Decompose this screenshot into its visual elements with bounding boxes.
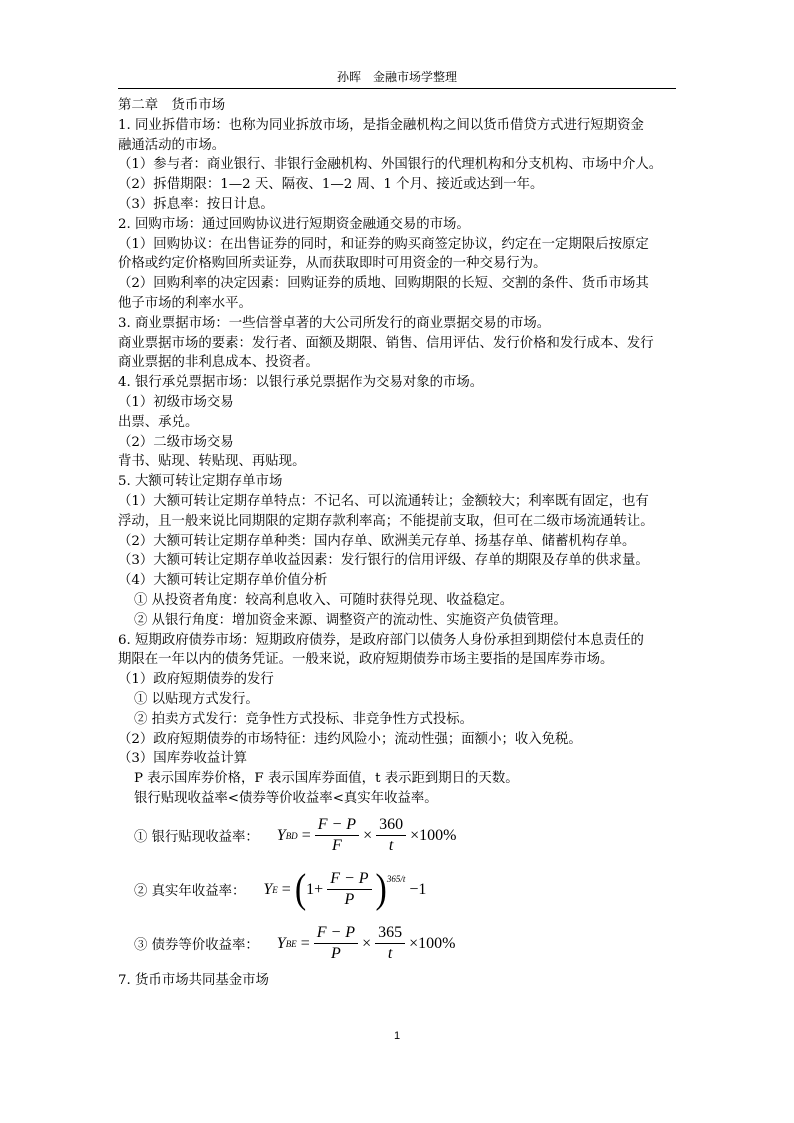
paragraph: 他子市场的利率水平。: [118, 295, 252, 311]
paragraph: （2）拆借期限：1—2 天、隔夜、1—2 周、1 个月、接近或达到一年。: [118, 177, 544, 193]
numerator: F − P: [327, 870, 371, 890]
formula-label: ③ 债券等价收益率：: [134, 938, 259, 954]
right-paren: ): [375, 866, 387, 912]
formula-tail: −1: [409, 880, 427, 898]
formula-true-annual-yield: ② 真实年收益率： Y E = ( 1+ $\frac{F - P}{P}$ ) 365/t −1: [134, 866, 427, 912]
paragraph: 出票、承兑。: [118, 414, 199, 430]
paragraph: （2）政府短期债券的市场特征：违约风险小；流动性强；面额小；收入免税。: [118, 731, 582, 747]
paragraph: 4. 银行承兑票据市场：以银行承兑票据作为交易对象的市场。: [118, 375, 484, 391]
formula-subscript: E: [272, 884, 278, 895]
formula-subscript: BD: [285, 830, 298, 841]
fraction: [376, 816, 406, 855]
paragraph: （2）回购利率的决定因素：回购证券的质地、回购期限的长短、交割的条件、货币市场其: [118, 276, 649, 292]
fraction: [327, 870, 371, 909]
paragraph: （3）国库券收益计算: [118, 751, 248, 767]
list-item: ① 以贴现方式发行。: [134, 691, 259, 707]
list-item: ① 从投资者角度：较高利息收入、可随时获得兑现、收益稳定。: [134, 592, 514, 608]
denominator: P: [344, 891, 355, 909]
formula-lhs: Y: [276, 934, 286, 952]
formula-tail: ×100%: [410, 826, 457, 844]
paragraph: 5. 大额可转让定期存单市场: [118, 474, 283, 490]
fraction: [314, 924, 358, 963]
page-header: 孙晖 金融市场学整理: [118, 66, 676, 89]
paragraph: （4）大额可转让定期存单价值分析: [118, 573, 328, 589]
numerator: F − P: [315, 816, 359, 836]
paragraph: 6. 短期政府债券市场：短期政府债券，是政府部门以债务人身份承担到期偿付本息责任的: [118, 632, 644, 648]
paragraph: （1）回购协议：在出售证券的同时，和证券的购买商签定协议，约定在一定期限后按原定: [118, 236, 649, 252]
paragraph: （1）初级市场交易: [118, 394, 234, 410]
numerator: F − P: [314, 924, 358, 944]
document-body: [118, 96, 678, 990]
paragraph: 商业票据的非利息成本、投资者。: [118, 355, 319, 371]
paragraph: 2. 回购市场：通过回购协议进行短期资金融通交易的市场。: [118, 216, 470, 232]
paragraph: 1. 同业拆借市场：也称为同业拆放市场，是指金融机构之间以货币借贷方式进行短期资金: [118, 117, 644, 133]
list-item: ② 拍卖方式发行：竞争性方式投标、非竞争性方式投标。: [134, 711, 474, 727]
yield-comparison: 银行贴现收益率<债券等价收益率<真实年收益率。: [134, 790, 438, 806]
exponent: 365/t: [386, 874, 406, 885]
formula-bond-equivalent-yield: ③ 债券等价收益率： Y BE = $\frac{F - P}{P}$ × $\frac{365}{t}$ ×100%: [134, 924, 456, 963]
paragraph: （1）参与者：商业银行、非银行金融机构、外国银行的代理机构和分支机构、市场中介人。: [118, 157, 663, 173]
formula-lhs: Y: [276, 826, 286, 844]
paragraph: （3）大额可转让定期存单收益因素：发行银行的信用评级、存单的期限及存单的供求量。: [118, 553, 649, 569]
chapter-title: 第二章 货币市场: [118, 98, 226, 113]
variable-definitions: P 表示国库券价格，F 表示国库券面值，t 表示距到期日的天数。: [134, 771, 519, 787]
paragraph: 融通活动的市场。: [118, 137, 226, 153]
fraction: [315, 816, 359, 855]
numerator: 365: [375, 924, 405, 944]
paragraph: （2）二级市场交易: [118, 434, 234, 450]
formula-tail: ×100%: [409, 934, 456, 952]
formula-lhs: Y: [263, 880, 273, 898]
formula-label: ② 真实年收益率：: [134, 884, 246, 900]
paragraph: （3）拆息率：按日计息。: [118, 196, 274, 212]
paragraph: 背书、贴现、转贴现、再贴现。: [118, 454, 306, 470]
left-paren: (: [294, 866, 307, 912]
page-number: 1: [393, 1030, 401, 1042]
denominator: t: [388, 837, 394, 855]
paragraph: （1）政府短期债券的发行: [118, 672, 274, 688]
numerator: 360: [376, 816, 406, 836]
denominator: t: [387, 945, 393, 963]
denominator: F: [332, 837, 342, 855]
paragraph: 价格或约定价格购回所卖证券，从而获取即时可用资金的一种交易行为。: [118, 256, 547, 272]
paragraph: 商业票据市场的要素：发行者、面额及期限、销售、信用评估、发行价格和发行成本、发行: [118, 335, 654, 351]
paragraph: （2）大额可转让定期存单种类：国内存单、欧洲美元存单、扬基存单、储蓄机构存单。: [118, 533, 636, 549]
paragraph: （1）大额可转让定期存单特点：不记名、可以流通转让；金额较大；利率既有固定，也有: [118, 493, 649, 509]
formula-subscript: BE: [285, 938, 297, 949]
fraction: [375, 924, 405, 963]
denominator: P: [331, 945, 341, 963]
formula-label: ① 银行贴现收益率：: [134, 830, 259, 846]
list-item: ② 从银行角度：增加资金来源、调整资产的流动性、实施资产负债管理。: [134, 612, 567, 628]
paragraph: 浮动，且一般来说比同期限的定期存款利率高；不能提前支取，但可在二级市场流通转让。: [118, 513, 654, 529]
paragraph: 期限在一年以内的债务凭证。一般来说，政府短期债券市场主要指的是国库券市场。: [118, 652, 614, 668]
formula-bank-discount-yield: ① 银行贴现收益率： Y BD = $\frac{F - P}{F}$ × $\frac{360}{t}$ ×100%: [134, 816, 457, 855]
paragraph: 3. 商业票据市场：一些信誉卓著的大公司所发行的商业票据交易的市场。: [118, 315, 551, 331]
paragraph: 7. 货币市场共同基金市场: [118, 972, 269, 988]
